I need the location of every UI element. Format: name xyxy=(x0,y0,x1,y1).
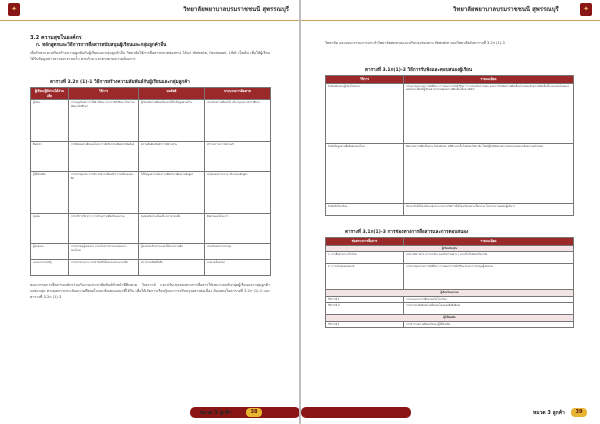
table-cell: มีระบบรับข้อร้องเรียนและกระบวนการจัดการข้อร้องเรียนอย่างเป็นระบบ โดยรายงานผลต่อผู้บริหาร xyxy=(404,203,574,215)
table-group-row xyxy=(326,315,574,322)
relationship-table xyxy=(30,87,271,276)
table-row xyxy=(31,244,271,260)
table-row xyxy=(31,100,271,142)
page-header xyxy=(301,0,600,21)
table-row xyxy=(31,172,271,214)
table-row xyxy=(326,83,574,143)
table-group-row xyxy=(326,245,574,252)
college-logo-icon: ✦ xyxy=(580,3,592,16)
table-cell: หน่วยงานภาครัฐ xyxy=(31,260,69,276)
table-cell: การประชุมกรรมการนักศึกษา การพบอาจารย์ที่ปรึกษา การประเมินการสอน และการรับฟังความคิดเห็นผ่านกล่องรับความคิดเห็นทั้งแบบออนไลน์และออฟไลน์ เพื่อให้ผู้เรียนสามารถแสดงความคิดเห็นได้อย่างอิสระ xyxy=(404,83,574,143)
table-row xyxy=(326,303,574,315)
table-cell: สำรวจภาวะการมีงานทำ xyxy=(205,142,271,172)
table-row xyxy=(326,264,574,290)
table-cell: สรุปผลและรายงาน ปรับปรุงหลักสูตร xyxy=(205,172,271,214)
table-cell: รับฟังข้อมูลผ่านสื่อสังคมออนไลน์ xyxy=(326,143,404,203)
college-logo-icon: ✦ xyxy=(8,3,20,16)
table-row xyxy=(326,203,574,215)
table-header: วิธีการ xyxy=(69,88,139,100)
section-subheading: ก. หลักสูตรและวิธีการการสื่อสารสนับสนุนผู้เรียนและกลุ่มลูกค้าอื่น xyxy=(36,43,167,48)
table-cell: การประชุมร่วม การสำรวจความพึงพอใจ การเยี่ยมแหล่งฝึก xyxy=(69,172,139,214)
table-cell: ข. การประชุมและพบปะ xyxy=(326,264,404,290)
group-label: ผู้ใช้บัณฑิต xyxy=(326,315,574,322)
table-header: รายละเอียด xyxy=(404,76,574,84)
table-row xyxy=(31,260,271,276)
page-number: 39 xyxy=(571,408,587,417)
table-caption: ตารางที่ 3.2ก (1)-1 วิธีการสร้างความสัมพันธ์กับผู้เรียนและกลุ่มลูกค้า xyxy=(50,80,190,85)
table-cell: การประชาสัมพันธ์ผ่านสื่อออนไลน์และสื่อสิ่งพิมพ์ xyxy=(404,303,574,315)
table-cell: ผู้ปกครองรับทราบและให้ความร่วมมือ xyxy=(139,244,205,260)
channels-table xyxy=(325,237,574,328)
table-cell: การประชุมผู้ปกครอง การแจ้งข่าวสารผ่านช่องทางออนไลน์ xyxy=(69,244,139,260)
page-header xyxy=(0,0,299,21)
header-title: วิทยาลัยพยาบาลบรมราชชนนี สุพรรณบุรี xyxy=(453,6,559,13)
table-group-row xyxy=(326,290,574,297)
intro-paragraph: วิทยาลัย และคณะกรรมการประจำวิทยาลัยทบทวนและปรับปรุงช่องทาง Website ของวิทยาลัยดังตารางที่ 3.2ก (1)-3 xyxy=(325,41,505,45)
table-cell: ผู้ปกครอง xyxy=(31,244,69,260)
table-cell: ความสัมพันธ์อันดี การมีส่วนร่วม xyxy=(139,142,205,172)
table-row xyxy=(326,252,574,264)
closing-paragraph: คณะกรรมการสื่อสารองค์กรร่วมกับงานประชาสัมพันธ์ทำหน้าที่ติดตาม วิเคราะห์ และปรับปรุงช่องทางการสื่อสารให้เหมาะสมกับกลุ่มผู้เรียนและกลุ่มลูกค้าแต่ละกลุ่ม ตามผลการประเมินความพึงพอใจและข้อเสนอแนะที่ได้รับ เพื่อให้เกิดการเรียนรู้และการปรับปรุงอย่างต่อเนื่อง ดังแสดงในตารางที่ 3.2ก (1)-2 และตารางที่ 3.2ก (1)-3 xyxy=(30,283,270,299)
table-cell: การปฐมนิเทศ การให้คำปรึกษา อาจารย์ที่ปรึกษา กิจกรรมพัฒนานักศึกษา xyxy=(69,100,139,142)
table-cell: ศิษย์เก่า xyxy=(31,142,69,172)
right-page xyxy=(301,0,600,424)
page-footer xyxy=(0,396,299,424)
table-header: ช่องทางการสื่อสาร xyxy=(326,238,404,246)
table-header: กระบวนการติดตาม xyxy=(205,88,271,100)
left-page xyxy=(0,0,299,424)
table-cell: ทบทวนข้อตกลง xyxy=(205,260,271,276)
page-footer xyxy=(301,396,600,424)
table1-caption: ตารางที่ 3.1ก(1)-2 วิธีการรับฟังและตอบสนองผู้เรียน xyxy=(365,68,472,73)
intro-paragraph: เพื่อรักษาและเสริมสร้างความผูกพันกับผู้เรียนและกลุ่มลูกค้าอื่น วิทยาลัยใช้การสื่อสารหลายช่องทาง ได้แก่ Website, Facebook, LINE เป็นต้น เพื่อให้ผู้เรียนได้รับข้อมูลข่าวสารอย่างรวดเร็ว ครบถ้วน และตรงตามความต้องการ xyxy=(30,51,270,61)
table-cell: ผู้เรียน xyxy=(31,100,69,142)
page-number: 38 xyxy=(246,408,262,417)
footer-label: หมวด 3 ลูกค้า xyxy=(200,410,232,416)
table-cell: ประเมินผลการประชุม xyxy=(205,244,271,260)
table-cell: ชุมชนมีความเข้มแข็ง ความร่วมมือ xyxy=(139,214,205,244)
table-header: รายละเอียด xyxy=(404,238,574,246)
footer-tab xyxy=(301,407,411,418)
table-header: ผลลัพธ์ xyxy=(139,88,205,100)
table-cell: รับฟังเสียงของผู้เรียนโดยตรง xyxy=(326,83,404,143)
table-cell: ผู้ใช้บัณฑิต xyxy=(31,172,69,214)
listening-table xyxy=(325,75,574,216)
table-cell: การบริการวิชาการ การทำนุบำรุงศิลปวัฒนธรรม xyxy=(69,214,139,244)
table-cell: ก. การสื่อสารทางเว็บไซต์ xyxy=(326,252,404,264)
table-row xyxy=(31,142,271,172)
table-cell: ประกาศข่าวสาร ตารางเรียน และกิจกรรมต่าง ๆ ผ่านเว็บไซต์ของวิทยาลัย xyxy=(404,252,574,264)
table2-caption: ตารางที่ 3.1ก(1)-3 การช่องทางการสื่อสารและการตอบสนอง xyxy=(345,230,469,235)
table-row xyxy=(326,321,574,328)
table-header: ผู้เรียน/ผู้มีส่วนได้ส่วนเสีย xyxy=(31,88,69,100)
table-cell: การสำรวจความพึงพอใจของผู้ใช้บัณฑิต xyxy=(404,321,574,328)
table-row xyxy=(326,143,574,203)
header-title: วิทยาลัยพยาบาลบรมราชชนนี สุพรรณบุรี xyxy=(183,6,289,13)
table-cell: รับฟังข้อร้องเรียน xyxy=(326,203,404,215)
table-cell: การประสานงาน การทำบันทึกข้อตกลงความร่วมมือ xyxy=(69,260,139,276)
table-cell: ความร่วมมือที่ยั่งยืน xyxy=(139,260,205,276)
group-label: ผู้เรียนปัจจุบัน xyxy=(326,245,574,252)
table-cell: การติดต่อผ่านสื่อออนไลน์ การจัดกิจกรรมศิษย์เก่าสัมพันธ์ xyxy=(69,142,139,172)
footer-label: หมวด 3 ลูกค้า xyxy=(533,410,565,416)
table-cell: การแนะแนวการศึกษาต่อในโรงเรียน xyxy=(404,296,574,303)
table-cell: วิธีการที่ 1 xyxy=(326,321,404,328)
table-cell: ประเมินความพึงพอใจ ปรับปรุงทุกภาคการศึกษา xyxy=(205,100,271,142)
table-cell: ชุมชน xyxy=(31,214,69,244)
table-cell: ติดตามผลโครงการ xyxy=(205,214,271,244)
table-cell: ได้ข้อมูลความต้องการเพื่อนำมาพัฒนาหลักสูตร xyxy=(139,172,205,214)
table-cell: ติดตามความคิดเห็นผ่าน Facebook, LINE และเว็บไซต์ของวิทยาลัย โดยมีผู้รับผิดชอบตรวจสอบและตอบกลับอย่างสม่ำเสมอ xyxy=(404,143,574,203)
table-cell: วิธีการที่ 2 xyxy=(326,303,404,315)
section-heading: 3.2 ความสุขในองค์กร xyxy=(30,35,82,41)
table-cell: ผู้เรียนมีความพึงพอใจและได้รับข้อมูลครบถ้วน xyxy=(139,100,205,142)
table-cell: วิธีการที่ 1 xyxy=(326,296,404,303)
group-label: ผู้เรียนในอนาคต xyxy=(326,290,574,297)
table-header: วิธีการ xyxy=(326,76,404,84)
table-row xyxy=(326,296,574,303)
table-row xyxy=(31,214,271,244)
table-cell: การประชุมกรรมการนักศึกษา การพบอาจารย์ที่ปรึกษาและการประชุมผู้ปกครอง xyxy=(404,264,574,290)
